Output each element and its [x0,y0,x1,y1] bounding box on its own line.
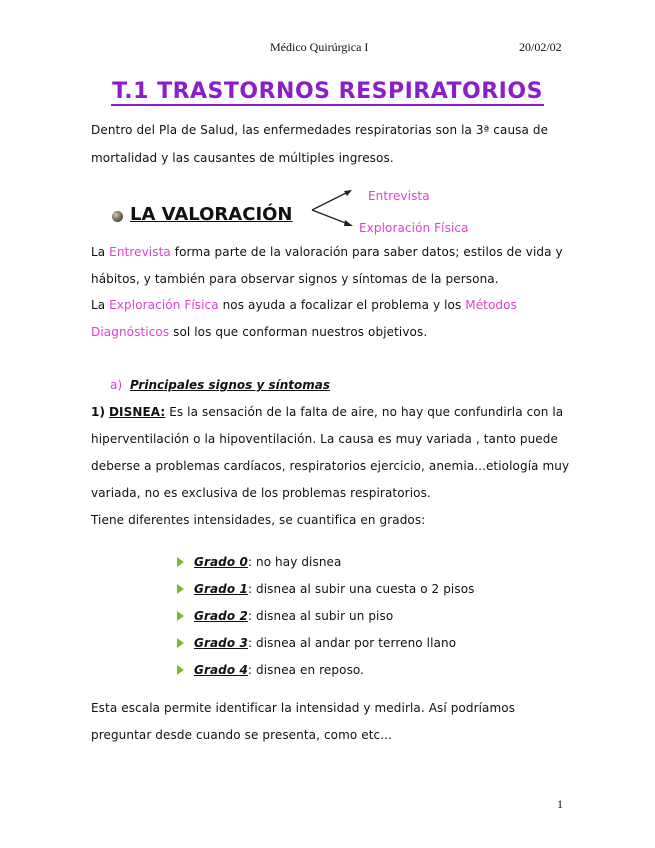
page-title [0,79,655,104]
closing-line-1: Esta escala permite identificar la intensidad y medirla. Así podríamos [91,701,516,715]
disnea-line-4: variada, no es exclusiva de los problemas respiratorios. [91,486,431,500]
arrow-bullet-icon [177,665,184,675]
page-number: 1 [557,797,563,811]
para2-post: sol los que conforman nuestros objetivos. [169,325,428,339]
para1-pre: La [91,245,110,259]
para2-link-exploracion: Exploración Física [109,298,219,312]
arrow-bullet-icon [177,557,184,567]
para2-link-diagnosticos: Diagnósticos [91,325,170,339]
grade-label: Grado 2 [194,609,248,623]
bullet-ball-icon [112,211,123,222]
closing-line-2: preguntar desde cuando se presenta, como etc... [91,728,392,742]
grade-item [194,555,341,569]
arrow-bullet-icon [177,584,184,594]
grade-item [194,636,456,650]
section-a-marker: a) [110,378,123,392]
para2-link-metodos: Métodos [465,298,517,312]
grade-item [194,663,364,677]
para2-line-2 [91,325,427,339]
disnea-line-1 [91,405,563,419]
header-course: Médico Quirúrgica I [270,40,369,54]
grade-label: Grado 4 [194,663,248,677]
grade-text: : disnea al subir una cuesta o 2 pisos [247,582,475,596]
disnea-line-3: deberse a problemas cardíacos, respiratorios ejercicio, anemia...etiología muy [91,459,570,473]
disnea-term: DISNEA: [108,405,166,419]
grade-item [194,582,475,596]
grade-text: : disnea al subir un piso [247,609,394,623]
branch-arrows-icon [308,186,358,230]
arrow-bullet-icon [177,611,184,621]
para1-line-2: hábitos, y también para observar signos y síntomas de la persona. [91,272,499,286]
para1-link-entrevista: Entrevista [109,245,171,259]
disnea-text-1: Es la sensación de la falta de aire, no hay que confundirla con la [165,405,564,419]
disnea-line-5: Tiene diferentes intensidades, se cuantifica en grados: [91,513,426,527]
page-title-text: T.1 TRASTORNOS RESPIRATORIOS [112,79,543,104]
grade-text: : no hay disnea [247,555,342,569]
disnea-number: 1) [91,405,106,419]
grade-item [194,609,393,623]
valoracion-heading: LA VALORACIÓN [130,204,293,225]
branch-entrevista: Entrevista [368,189,430,203]
grade-label: Grado 3 [194,636,248,650]
intro-line-1: Dentro del Pla de Salud, las enfermedades respiratorias son la 3ª causa de [91,123,549,137]
para1-post: forma parte de la valoración para saber datos; estilos de vida y [170,245,563,259]
para2-pre: La [91,298,110,312]
grade-text: : disnea en reposo. [247,663,365,677]
grade-text: : disnea al andar por terreno llano [247,636,457,650]
intro-line-2: mortalidad y las causantes de múltiples ingresos. [91,151,394,165]
para1-line-1 [91,245,563,259]
para2-line-1 [91,298,517,312]
para2-mid: nos ayuda a focalizar el problema y los [218,298,466,312]
branch-exploracion: Exploración Física [359,221,469,235]
section-a-heading: Principales signos y síntomas [130,378,330,392]
grade-label: Grado 1 [194,582,248,596]
disnea-line-2: hiperventilación o la hipoventilación. La causa es muy variada , tanto puede [91,432,558,446]
grade-label: Grado 0 [194,555,248,569]
header-date: 20/02/02 [519,40,562,54]
arrow-bullet-icon [177,638,184,648]
